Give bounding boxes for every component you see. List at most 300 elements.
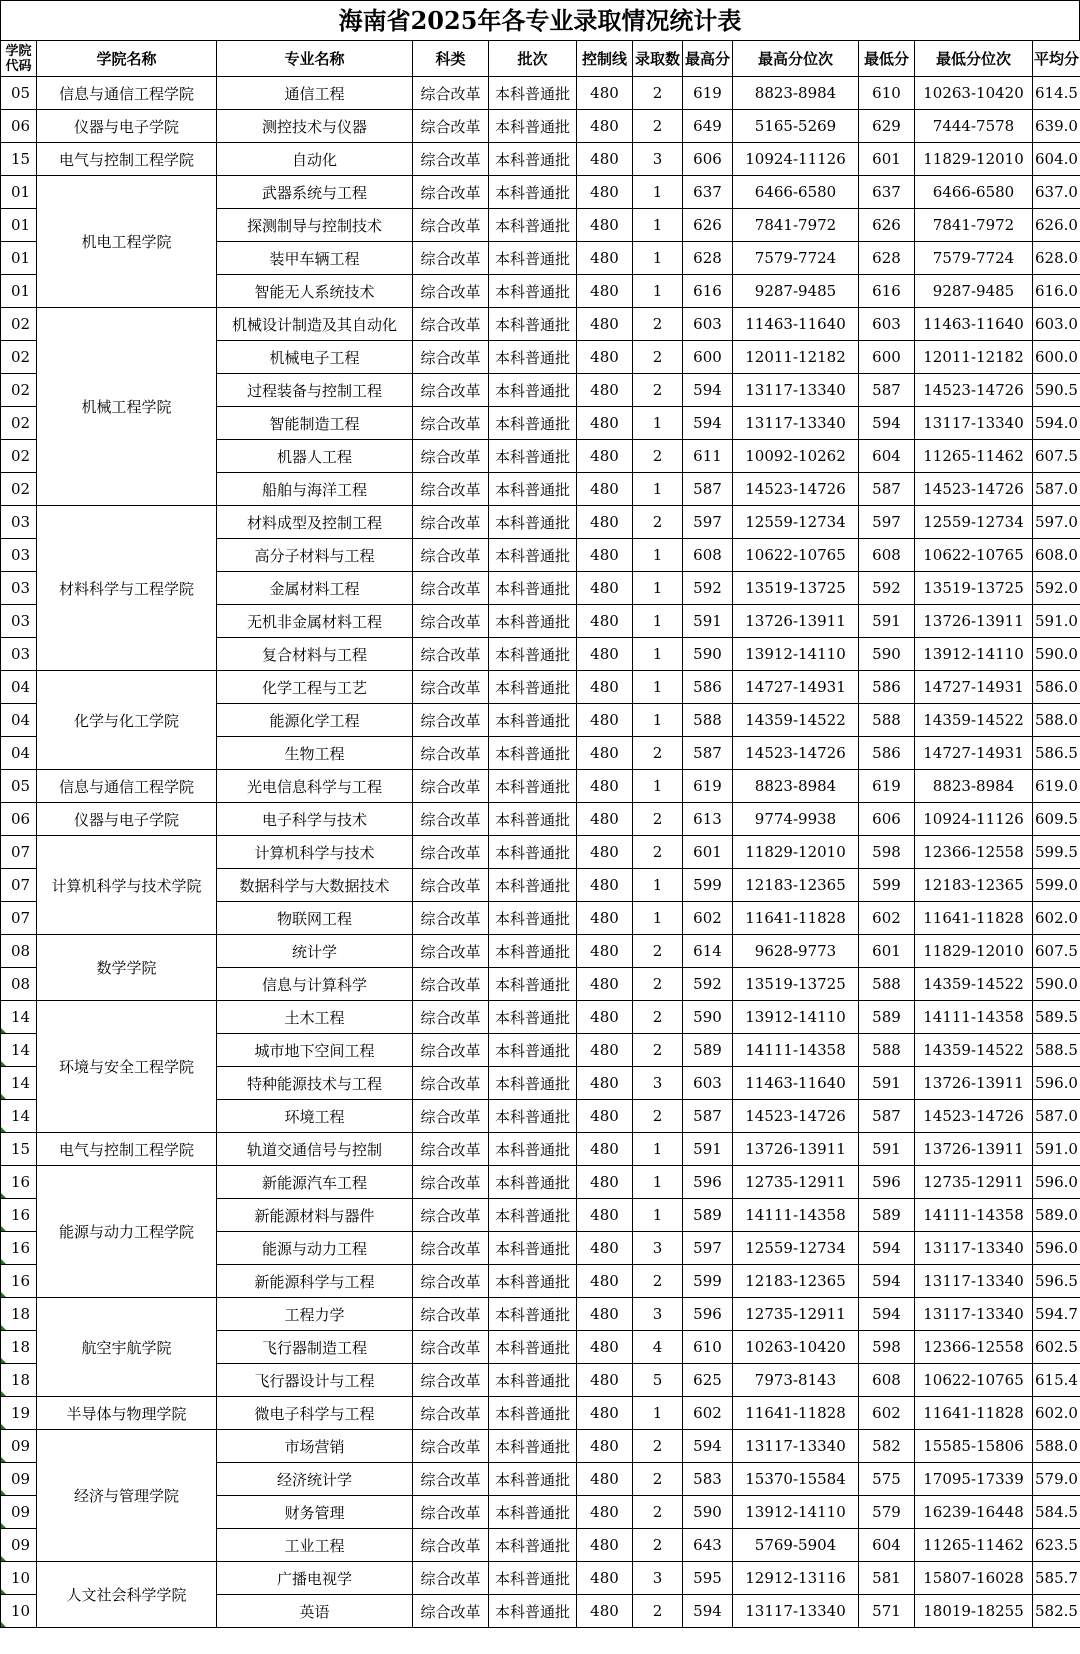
min-score: 588 <box>859 968 915 1001</box>
college-code-cell <box>1 539 37 572</box>
max-score: 599 <box>683 869 733 902</box>
college-code-cell <box>1 110 37 143</box>
max-rank: 14111-14358 <box>733 1034 859 1067</box>
admitted-count: 3 <box>633 1067 683 1100</box>
control-line: 480 <box>577 605 633 638</box>
college-name: 经济与管理学院 <box>37 1430 217 1562</box>
college-code: 03 <box>11 612 31 630</box>
major-name: 新能源科学与工程 <box>217 1265 413 1298</box>
max-rank: 15370-15584 <box>733 1463 859 1496</box>
table-row <box>1 506 1080 539</box>
min-rank: 15807-16028 <box>915 1562 1033 1595</box>
table-row <box>1 1397 1080 1430</box>
max-score: 626 <box>683 209 733 242</box>
max-score: 591 <box>683 1133 733 1166</box>
major-name: 智能制造工程 <box>217 407 413 440</box>
control-line: 480 <box>577 1199 633 1232</box>
college-code: 18 <box>11 1305 31 1323</box>
major-name: 机器人工程 <box>217 440 413 473</box>
max-rank: 7579-7724 <box>733 242 859 275</box>
max-score: 594 <box>683 1430 733 1463</box>
max-rank: 13726-13911 <box>733 1133 859 1166</box>
min-score: 626 <box>859 209 915 242</box>
control-line: 480 <box>577 572 633 605</box>
batch: 本科普通批 <box>489 935 577 968</box>
admitted-count: 1 <box>633 869 683 902</box>
batch: 本科普通批 <box>489 77 577 110</box>
admitted-count: 1 <box>633 572 683 605</box>
admitted-count: 1 <box>633 1133 683 1166</box>
control-line: 480 <box>577 1166 633 1199</box>
avg-score: 626.0 <box>1033 209 1080 242</box>
min-score: 592 <box>859 572 915 605</box>
table-row <box>1 1166 1080 1199</box>
subject-type: 综合改革 <box>413 803 489 836</box>
batch: 本科普通批 <box>489 704 577 737</box>
page-title: 海南省2025年各专业录取情况统计表 <box>0 0 1080 40</box>
subject-type: 综合改革 <box>413 143 489 176</box>
subject-type: 综合改革 <box>413 1034 489 1067</box>
major-name: 经济统计学 <box>217 1463 413 1496</box>
admitted-count: 2 <box>633 341 683 374</box>
college-code: 09 <box>11 1536 31 1554</box>
major-name: 通信工程 <box>217 77 413 110</box>
table-row <box>1 671 1080 704</box>
major-name: 测控技术与仪器 <box>217 110 413 143</box>
subject-type: 综合改革 <box>413 1595 489 1628</box>
min-score: 608 <box>859 539 915 572</box>
major-name: 能源与动力工程 <box>217 1232 413 1265</box>
subject-type: 综合改革 <box>413 1298 489 1331</box>
major-name: 自动化 <box>217 143 413 176</box>
min-rank: 10263-10420 <box>915 77 1033 110</box>
control-line: 480 <box>577 1529 633 1562</box>
min-rank: 13117-13340 <box>915 407 1033 440</box>
cell-corner-marker-icon <box>1 1391 6 1396</box>
max-rank: 9287-9485 <box>733 275 859 308</box>
subject-type: 综合改革 <box>413 1100 489 1133</box>
subject-type: 综合改革 <box>413 605 489 638</box>
min-rank: 14111-14358 <box>915 1199 1033 1232</box>
college-code-cell <box>1 572 37 605</box>
admitted-count: 1 <box>633 275 683 308</box>
college-code-cell <box>1 1463 37 1496</box>
control-line: 480 <box>577 1232 633 1265</box>
batch: 本科普通批 <box>489 1529 577 1562</box>
min-rank: 11265-11462 <box>915 440 1033 473</box>
batch: 本科普通批 <box>489 1463 577 1496</box>
subject-type: 综合改革 <box>413 572 489 605</box>
max-rank: 12011-12182 <box>733 341 859 374</box>
college-code-cell <box>1 1298 37 1331</box>
max-rank: 13117-13340 <box>733 374 859 407</box>
max-score: 587 <box>683 737 733 770</box>
avg-score: 639.0 <box>1033 110 1080 143</box>
admitted-count: 1 <box>633 1166 683 1199</box>
min-score: 594 <box>859 407 915 440</box>
min-score: 579 <box>859 1496 915 1529</box>
college-code: 03 <box>11 645 31 663</box>
avg-score: 594.7 <box>1033 1298 1080 1331</box>
batch: 本科普通批 <box>489 341 577 374</box>
max-rank: 6466-6580 <box>733 176 859 209</box>
batch: 本科普通批 <box>489 275 577 308</box>
batch: 本科普通批 <box>489 1562 577 1595</box>
table-row <box>1 935 1080 968</box>
subject-type: 综合改革 <box>413 374 489 407</box>
major-name: 探测制导与控制技术 <box>217 209 413 242</box>
college-code: 05 <box>11 84 31 102</box>
table-row <box>1 77 1080 110</box>
table-row <box>1 1430 1080 1463</box>
control-line: 480 <box>577 308 633 341</box>
max-rank: 7841-7972 <box>733 209 859 242</box>
admitted-count: 1 <box>633 473 683 506</box>
college-code-cell <box>1 341 37 374</box>
min-rank: 8823-8984 <box>915 770 1033 803</box>
max-rank: 11463-11640 <box>733 308 859 341</box>
min-score: 597 <box>859 506 915 539</box>
header-control-line: 控制线 <box>577 41 633 77</box>
admitted-count: 1 <box>633 1199 683 1232</box>
avg-score: 600.0 <box>1033 341 1080 374</box>
admitted-count: 1 <box>633 407 683 440</box>
major-name: 英语 <box>217 1595 413 1628</box>
admitted-count: 2 <box>633 1595 683 1628</box>
college-code: 16 <box>11 1239 31 1257</box>
college-code: 03 <box>11 579 31 597</box>
subject-type: 综合改革 <box>413 770 489 803</box>
college-code: 04 <box>11 744 31 762</box>
min-rank: 15585-15806 <box>915 1430 1033 1463</box>
subject-type: 综合改革 <box>413 440 489 473</box>
batch: 本科普通批 <box>489 407 577 440</box>
admitted-count: 2 <box>633 110 683 143</box>
avg-score: 623.5 <box>1033 1529 1080 1562</box>
header-max-rank: 最高分位次 <box>733 41 859 77</box>
major-name: 新能源材料与器件 <box>217 1199 413 1232</box>
batch: 本科普通批 <box>489 539 577 572</box>
admitted-count: 1 <box>633 539 683 572</box>
college-code: 19 <box>11 1404 31 1422</box>
header-row <box>1 41 1080 77</box>
cell-corner-marker-icon <box>1 1094 6 1099</box>
college-code-cell <box>1 473 37 506</box>
subject-type: 综合改革 <box>413 242 489 275</box>
batch: 本科普通批 <box>489 968 577 1001</box>
avg-score: 597.0 <box>1033 506 1080 539</box>
avg-score: 596.0 <box>1033 1067 1080 1100</box>
avg-score: 599.5 <box>1033 836 1080 869</box>
max-score: 600 <box>683 341 733 374</box>
avg-score: 603.0 <box>1033 308 1080 341</box>
college-code-cell <box>1 1430 37 1463</box>
avg-score: 619.0 <box>1033 770 1080 803</box>
admitted-count: 1 <box>633 902 683 935</box>
college-code-cell <box>1 1397 37 1430</box>
college-code-cell <box>1 1496 37 1529</box>
header-min-score: 最低分 <box>859 41 915 77</box>
max-rank: 13117-13340 <box>733 1595 859 1628</box>
control-line: 480 <box>577 638 633 671</box>
major-name: 船舶与海洋工程 <box>217 473 413 506</box>
subject-type: 综合改革 <box>413 1562 489 1595</box>
min-score: 629 <box>859 110 915 143</box>
control-line: 480 <box>577 902 633 935</box>
min-rank: 11265-11462 <box>915 1529 1033 1562</box>
min-rank: 12735-12911 <box>915 1166 1033 1199</box>
college-code: 16 <box>11 1173 31 1191</box>
college-code-cell <box>1 638 37 671</box>
college-code: 14 <box>11 1008 31 1026</box>
min-rank: 7579-7724 <box>915 242 1033 275</box>
batch: 本科普通批 <box>489 209 577 242</box>
major-name: 材料成型及控制工程 <box>217 506 413 539</box>
avg-score: 589.0 <box>1033 1199 1080 1232</box>
min-score: 596 <box>859 1166 915 1199</box>
batch: 本科普通批 <box>489 374 577 407</box>
table-row <box>1 143 1080 176</box>
max-score: 590 <box>683 1496 733 1529</box>
max-score: 596 <box>683 1166 733 1199</box>
min-score: 586 <box>859 671 915 704</box>
college-code-cell <box>1 1265 37 1298</box>
control-line: 480 <box>577 473 633 506</box>
table-row <box>1 770 1080 803</box>
subject-type: 综合改革 <box>413 407 489 440</box>
control-line: 480 <box>577 704 633 737</box>
subject-type: 综合改革 <box>413 836 489 869</box>
subject-type: 综合改革 <box>413 473 489 506</box>
table-row <box>1 308 1080 341</box>
batch: 本科普通批 <box>489 1364 577 1397</box>
subject-type: 综合改革 <box>413 341 489 374</box>
college-name: 人文社会科学学院 <box>37 1562 217 1628</box>
min-score: 628 <box>859 242 915 275</box>
cell-corner-marker-icon <box>1 1457 6 1462</box>
major-name: 机械设计制造及其自动化 <box>217 308 413 341</box>
table-row <box>1 1298 1080 1331</box>
control-line: 480 <box>577 1034 633 1067</box>
max-rank: 10092-10262 <box>733 440 859 473</box>
college-code: 08 <box>11 942 31 960</box>
min-rank: 10622-10765 <box>915 1364 1033 1397</box>
avg-score: 637.0 <box>1033 176 1080 209</box>
major-name: 能源化学工程 <box>217 704 413 737</box>
avg-score: 628.0 <box>1033 242 1080 275</box>
avg-score: 591.0 <box>1033 605 1080 638</box>
batch: 本科普通批 <box>489 506 577 539</box>
min-rank: 11641-11828 <box>915 1397 1033 1430</box>
college-code-cell <box>1 902 37 935</box>
major-name: 飞行器设计与工程 <box>217 1364 413 1397</box>
avg-score: 596.0 <box>1033 1166 1080 1199</box>
batch: 本科普通批 <box>489 902 577 935</box>
college-code: 16 <box>11 1272 31 1290</box>
max-score: 599 <box>683 1265 733 1298</box>
min-score: 587 <box>859 473 915 506</box>
min-rank: 11829-12010 <box>915 935 1033 968</box>
max-score: 583 <box>683 1463 733 1496</box>
min-score: 594 <box>859 1232 915 1265</box>
subject-type: 综合改革 <box>413 1199 489 1232</box>
avg-score: 602.0 <box>1033 902 1080 935</box>
college-code-cell <box>1 1595 37 1628</box>
subject-type: 综合改革 <box>413 1331 489 1364</box>
min-score: 594 <box>859 1265 915 1298</box>
batch: 本科普通批 <box>489 440 577 473</box>
avg-score: 587.0 <box>1033 1100 1080 1133</box>
college-code-cell <box>1 143 37 176</box>
avg-score: 609.5 <box>1033 803 1080 836</box>
avg-score: 596.5 <box>1033 1265 1080 1298</box>
control-line: 480 <box>577 1265 633 1298</box>
max-score: 588 <box>683 704 733 737</box>
major-name: 特种能源技术与工程 <box>217 1067 413 1100</box>
batch: 本科普通批 <box>489 1430 577 1463</box>
subject-type: 综合改革 <box>413 1166 489 1199</box>
admitted-count: 2 <box>633 77 683 110</box>
avg-score: 586.5 <box>1033 737 1080 770</box>
admitted-count: 3 <box>633 1232 683 1265</box>
major-name: 装甲车辆工程 <box>217 242 413 275</box>
college-code-cell <box>1 506 37 539</box>
college-code: 16 <box>11 1206 31 1224</box>
min-score: 591 <box>859 605 915 638</box>
college-code: 07 <box>11 909 31 927</box>
min-rank: 10622-10765 <box>915 539 1033 572</box>
max-rank: 8823-8984 <box>733 77 859 110</box>
subject-type: 综合改革 <box>413 1232 489 1265</box>
min-score: 637 <box>859 176 915 209</box>
max-rank: 8823-8984 <box>733 770 859 803</box>
min-rank: 16239-16448 <box>915 1496 1033 1529</box>
major-name: 高分子材料与工程 <box>217 539 413 572</box>
min-score: 586 <box>859 737 915 770</box>
avg-score: 607.5 <box>1033 440 1080 473</box>
avg-score: 594.0 <box>1033 407 1080 440</box>
min-rank: 11463-11640 <box>915 308 1033 341</box>
min-rank: 14359-14522 <box>915 968 1033 1001</box>
admitted-count: 3 <box>633 143 683 176</box>
control-line: 480 <box>577 506 633 539</box>
college-code-cell <box>1 77 37 110</box>
min-rank: 18019-18255 <box>915 1595 1033 1628</box>
batch: 本科普通批 <box>489 1232 577 1265</box>
college-code-cell <box>1 935 37 968</box>
subject-type: 综合改革 <box>413 1529 489 1562</box>
avg-score: 602.0 <box>1033 1397 1080 1430</box>
max-score: 608 <box>683 539 733 572</box>
avg-score: 588.5 <box>1033 1034 1080 1067</box>
min-rank: 14111-14358 <box>915 1001 1033 1034</box>
table-row <box>1 1001 1080 1034</box>
control-line: 480 <box>577 407 633 440</box>
min-score: 598 <box>859 836 915 869</box>
min-score: 582 <box>859 1430 915 1463</box>
avg-score: 608.0 <box>1033 539 1080 572</box>
college-code: 10 <box>11 1602 31 1620</box>
min-score: 594 <box>859 1298 915 1331</box>
max-score: 594 <box>683 1595 733 1628</box>
subject-type: 综合改革 <box>413 968 489 1001</box>
college-code-cell <box>1 770 37 803</box>
subject-type: 综合改革 <box>413 1067 489 1100</box>
min-score: 571 <box>859 1595 915 1628</box>
college-code: 01 <box>11 183 31 201</box>
header-subject-type: 科类 <box>413 41 489 77</box>
admitted-count: 2 <box>633 1034 683 1067</box>
min-rank: 14359-14522 <box>915 1034 1033 1067</box>
avg-score: 590.0 <box>1033 968 1080 1001</box>
college-name: 信息与通信工程学院 <box>37 77 217 110</box>
college-code: 02 <box>11 315 31 333</box>
max-rank: 7973-8143 <box>733 1364 859 1397</box>
max-score: 614 <box>683 935 733 968</box>
avg-score: 584.5 <box>1033 1496 1080 1529</box>
control-line: 480 <box>577 1001 633 1034</box>
control-line: 480 <box>577 935 633 968</box>
major-name: 环境工程 <box>217 1100 413 1133</box>
college-code: 02 <box>11 348 31 366</box>
subject-type: 综合改革 <box>413 902 489 935</box>
cell-corner-marker-icon <box>1 1028 6 1033</box>
max-rank: 13519-13725 <box>733 572 859 605</box>
admitted-count: 2 <box>633 1529 683 1562</box>
min-rank: 12011-12182 <box>915 341 1033 374</box>
min-rank: 14727-14931 <box>915 671 1033 704</box>
max-rank: 9774-9938 <box>733 803 859 836</box>
batch: 本科普通批 <box>489 308 577 341</box>
max-rank: 14523-14726 <box>733 737 859 770</box>
major-name: 化学工程与工艺 <box>217 671 413 704</box>
min-rank: 14359-14522 <box>915 704 1033 737</box>
college-code: 03 <box>11 546 31 564</box>
max-rank: 12735-12911 <box>733 1166 859 1199</box>
subject-type: 综合改革 <box>413 704 489 737</box>
header-max-score: 最高分 <box>683 41 733 77</box>
subject-type: 综合改革 <box>413 1133 489 1166</box>
admitted-count: 2 <box>633 968 683 1001</box>
subject-type: 综合改革 <box>413 1397 489 1430</box>
min-score: 588 <box>859 704 915 737</box>
batch: 本科普通批 <box>489 1166 577 1199</box>
subject-type: 综合改革 <box>413 638 489 671</box>
avg-score: 591.0 <box>1033 1133 1080 1166</box>
subject-type: 综合改革 <box>413 1364 489 1397</box>
college-code-cell <box>1 704 37 737</box>
cell-corner-marker-icon <box>1 1061 6 1066</box>
max-rank: 10622-10765 <box>733 539 859 572</box>
college-code: 02 <box>11 480 31 498</box>
max-rank: 14111-14358 <box>733 1199 859 1232</box>
table-row <box>1 110 1080 143</box>
max-rank: 13519-13725 <box>733 968 859 1001</box>
avg-score: 599.0 <box>1033 869 1080 902</box>
max-score: 649 <box>683 110 733 143</box>
max-rank: 13912-14110 <box>733 638 859 671</box>
major-name: 复合材料与工程 <box>217 638 413 671</box>
max-rank: 11641-11828 <box>733 1397 859 1430</box>
max-score: 601 <box>683 836 733 869</box>
college-code-cell <box>1 1067 37 1100</box>
max-score: 586 <box>683 671 733 704</box>
max-score: 603 <box>683 1067 733 1100</box>
cell-corner-marker-icon <box>1 1325 6 1330</box>
min-score: 587 <box>859 374 915 407</box>
subject-type: 综合改革 <box>413 1430 489 1463</box>
college-code-cell <box>1 671 37 704</box>
